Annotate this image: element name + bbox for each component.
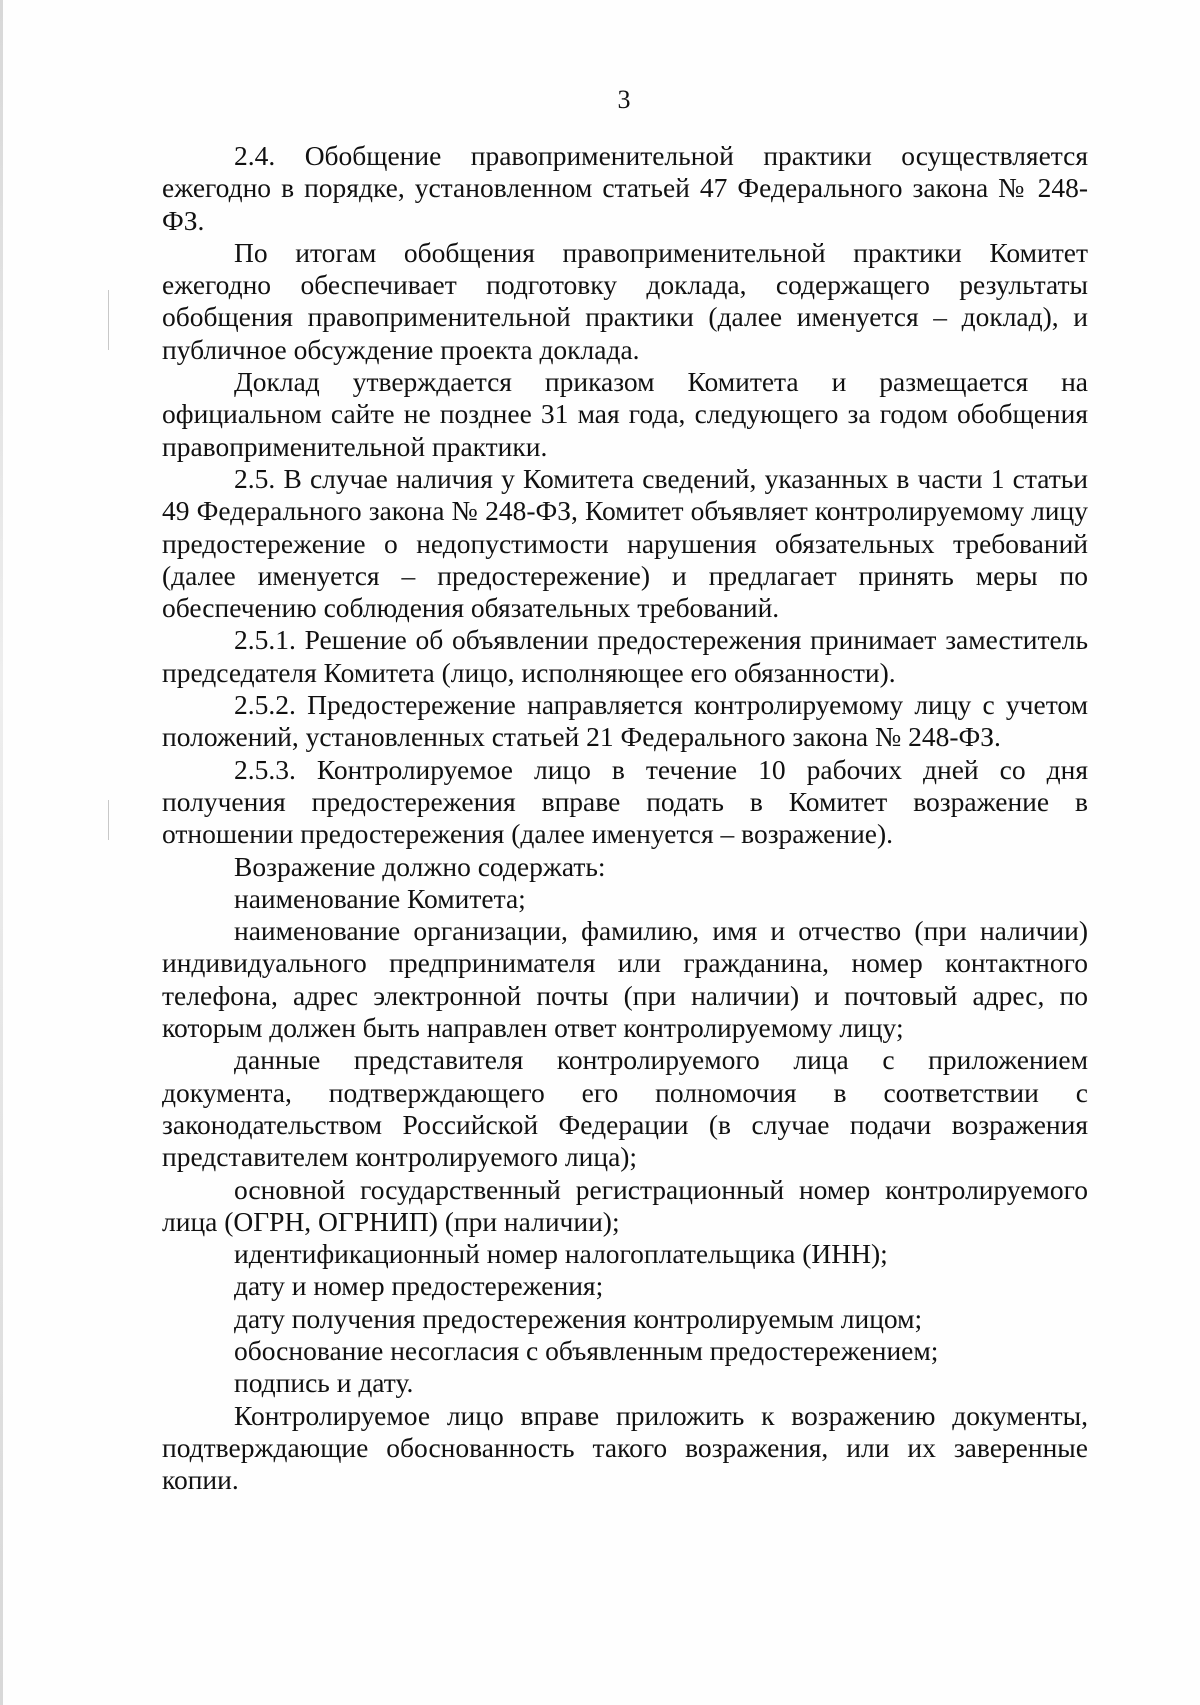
list-item-committee-name: наименование Комитета; [234, 882, 526, 914]
list-item-inn: идентификационный номер налогоплательщика (ИНН); [234, 1238, 888, 1270]
list-item-organization-name: наименование организации, фамилию, имя и отчество (при наличии) индивидуального предпринимателя или гражданина, номер контактного телефона, адрес электронной почты (при наличии) и почтовый адрес, по которым должен быть направлен ответ контролируемому лицу; [162, 915, 1088, 1044]
list-item-warning-date-number: дату и номер предостережения; [234, 1270, 604, 1302]
paragraph-2-5-1: 2.5.1. Решение об объявлении предостережения принимает заместитель председателя Комитета (лицо, исполняющее его обязанности). [162, 624, 1088, 688]
list-item-ogrn: основной государственный регистрационный номер контролируемого лица (ОГРН, ОГРНИП) (при наличии); [162, 1173, 1088, 1237]
paragraph-2-5: 2.5. В случае наличия у Комитета сведений, указанных в части 1 статьи 49 Федерального закона № 248-ФЗ, Комитет объявляет контролируемому лицу предостережение о недопустимости нарушения обязательных требований (далее именуется – предостережение) и предлагает принять меры по обеспечению соблюдения обязательных требований. [162, 462, 1088, 624]
document-body [162, 140, 1088, 1496]
paragraph-objection-contents: Возражение должно содержать: [234, 850, 606, 882]
scan-mark [108, 290, 109, 350]
paragraph-2-4: 2.4. Обобщение правоприменительной практики осуществляется ежегодно в порядке, установленном статьей 47 Федерального закона № 248-ФЗ. [162, 140, 1088, 236]
list-item-representative-data: данные представителя контролируемого лица с приложением документа, подтверждающего его полномочия в соответствии с законодательством Российской Федерации (в случае подачи возражения представителем контролируемого лица); [162, 1044, 1088, 1173]
list-item-disagreement-grounds: обоснование несогласия с объявленным предостережением; [234, 1334, 939, 1366]
page-number: 3 [617, 85, 631, 114]
paragraph-report-preparation: По итогам обобщения правоприменительной практики Комитет ежегодно обеспечивает подготовку доклада, содержащего результаты обобщения правоприменительной практики (далее именуется – доклад), и публичное обсуждение проекта доклада. [162, 236, 1088, 365]
paragraph-2-5-2: 2.5.2. Предостережение направляется контролируемому лицу с учетом положений, установленных статьей 21 Федерального закона № 248-ФЗ. [162, 689, 1088, 753]
scan-edge [0, 0, 3, 1705]
paragraph-attachments: Контролируемое лицо вправе приложить к возражению документы, подтверждающие обоснованность такого возражения, или их заверенные копии. [162, 1399, 1088, 1496]
paragraph-2-5-3: 2.5.3. Контролируемое лицо в течение 10 рабочих дней со дня получения предостережения вправе подать в Комитет возражение в отношении предостережения (далее именуется – возражение). [162, 753, 1088, 850]
scan-mark [108, 800, 109, 840]
paragraph-report-approval: Доклад утверждается приказом Комитета и размещается на официальном сайте не позднее 31 мая года, следующего за годом обобщения правоприменительной практики. [162, 366, 1088, 462]
list-item-signature-date: подпись и дату. [234, 1367, 414, 1399]
list-item-receipt-date: дату получения предостережения контролируемым лицом; [234, 1302, 923, 1334]
